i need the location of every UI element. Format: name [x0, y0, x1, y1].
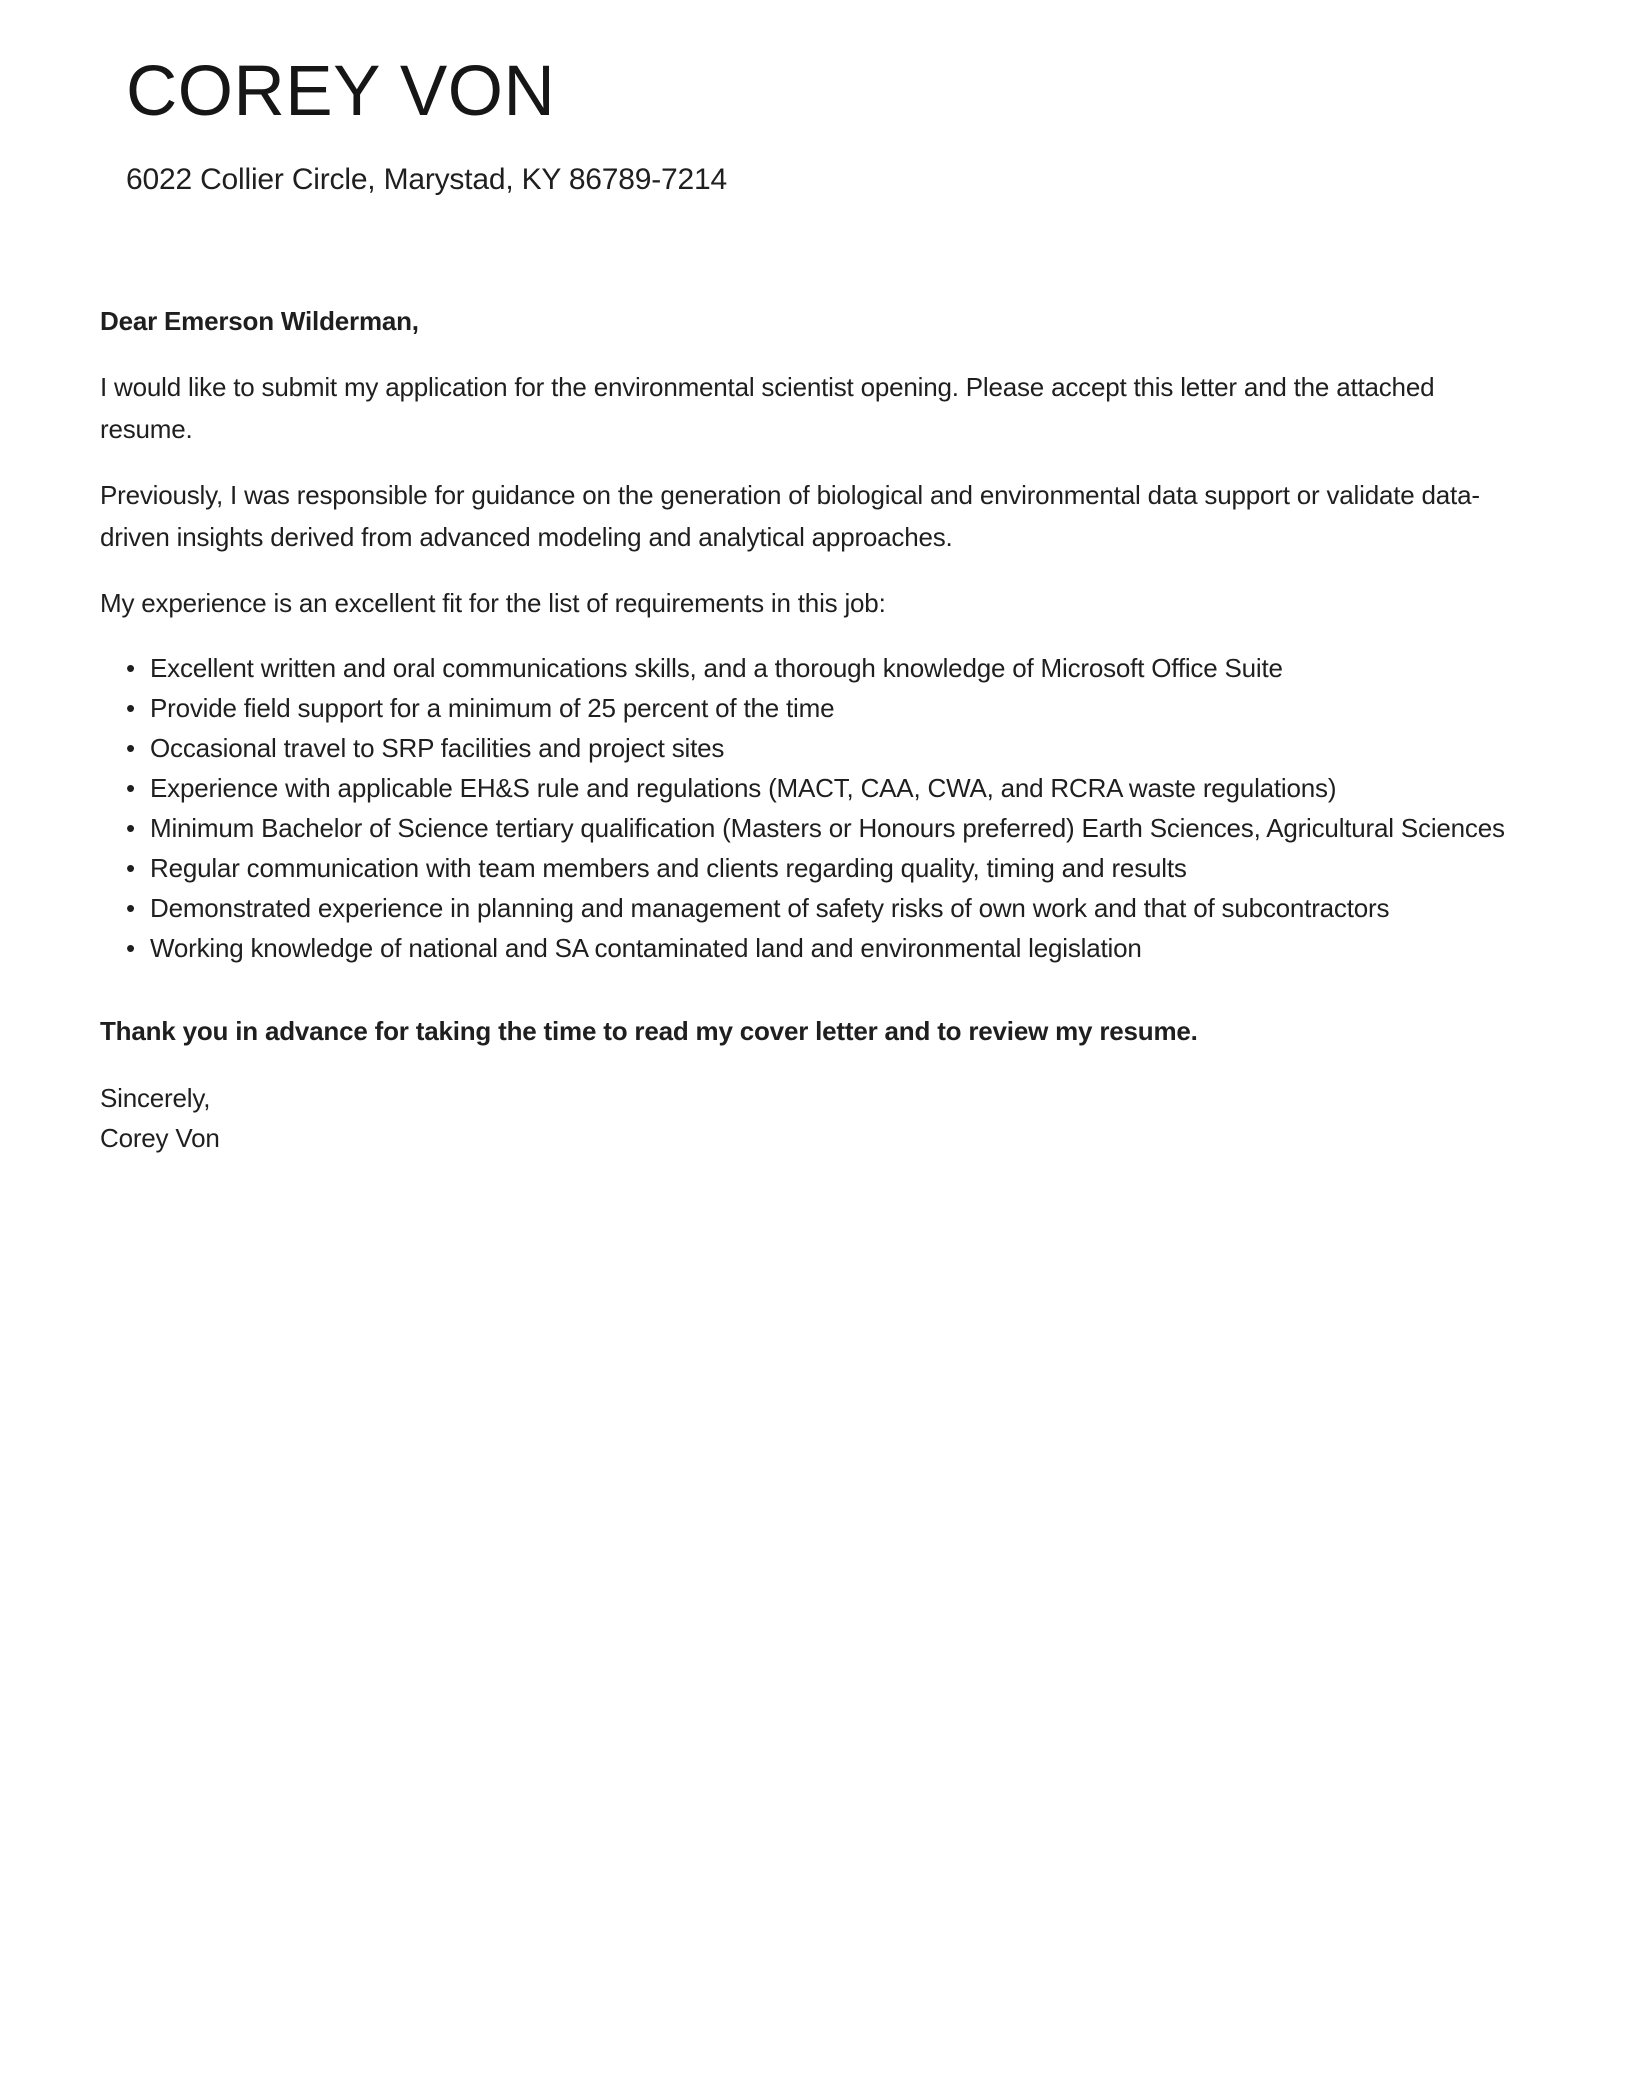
signoff-word: Sincerely,: [100, 1083, 211, 1114]
salutation: Dear Emerson Wilderman,: [100, 306, 419, 337]
paragraph-fit-intro: My experience is an excellent fit for the list of requirements in this job:: [100, 588, 886, 619]
closing-thanks: Thank you in advance for taking the time to read my cover letter and to review my resume.: [100, 1016, 1198, 1047]
requirement-item: • Working knowledge of national and SA contaminated land and environmental legislation: [150, 928, 1520, 968]
requirement-item: • Provide field support for a minimum of 25 percent of the time: [150, 688, 1520, 728]
signoff-block: [100, 1078, 1520, 1158]
applicant-name: COREY VON: [126, 52, 556, 131]
letter-header: [100, 46, 1520, 198]
requirement-item: • Demonstrated experience in planning and management of safety risks of own work and that of subcontractors: [150, 888, 1520, 928]
paragraph-previous-experience: Previously, I was responsible for guidance on the generation of biological and environmental data support or validate data-driven insights derived from advanced modeling and analytical approaches.: [100, 480, 1480, 553]
requirement-item: • Regular communication with team members and clients regarding quality, timing and results: [150, 848, 1520, 888]
requirement-item: • Minimum Bachelor of Science tertiary qualification (Masters or Honours preferred) Earth Sciences, Agricultural Sciences: [150, 808, 1520, 848]
requirements-list: [100, 648, 1520, 968]
requirement-item: • Experience with applicable EH&S rule and regulations (MACT, CAA, CWA, and RCRA waste regulations): [150, 768, 1520, 808]
requirement-item: • Excellent written and oral communications skills, and a thorough knowledge of Microsoft Office Suite: [150, 648, 1520, 688]
letter-body: [100, 300, 1520, 1158]
paragraph-application: I would like to submit my application for the environmental scientist opening. Please accept this letter and the attached resume.: [100, 372, 1435, 445]
requirement-item: • Occasional travel to SRP facilities and project sites: [150, 728, 1520, 768]
signature-name: Corey Von: [100, 1123, 220, 1154]
applicant-address: 6022 Collier Circle, Marystad, KY 86789-7214: [126, 163, 727, 197]
